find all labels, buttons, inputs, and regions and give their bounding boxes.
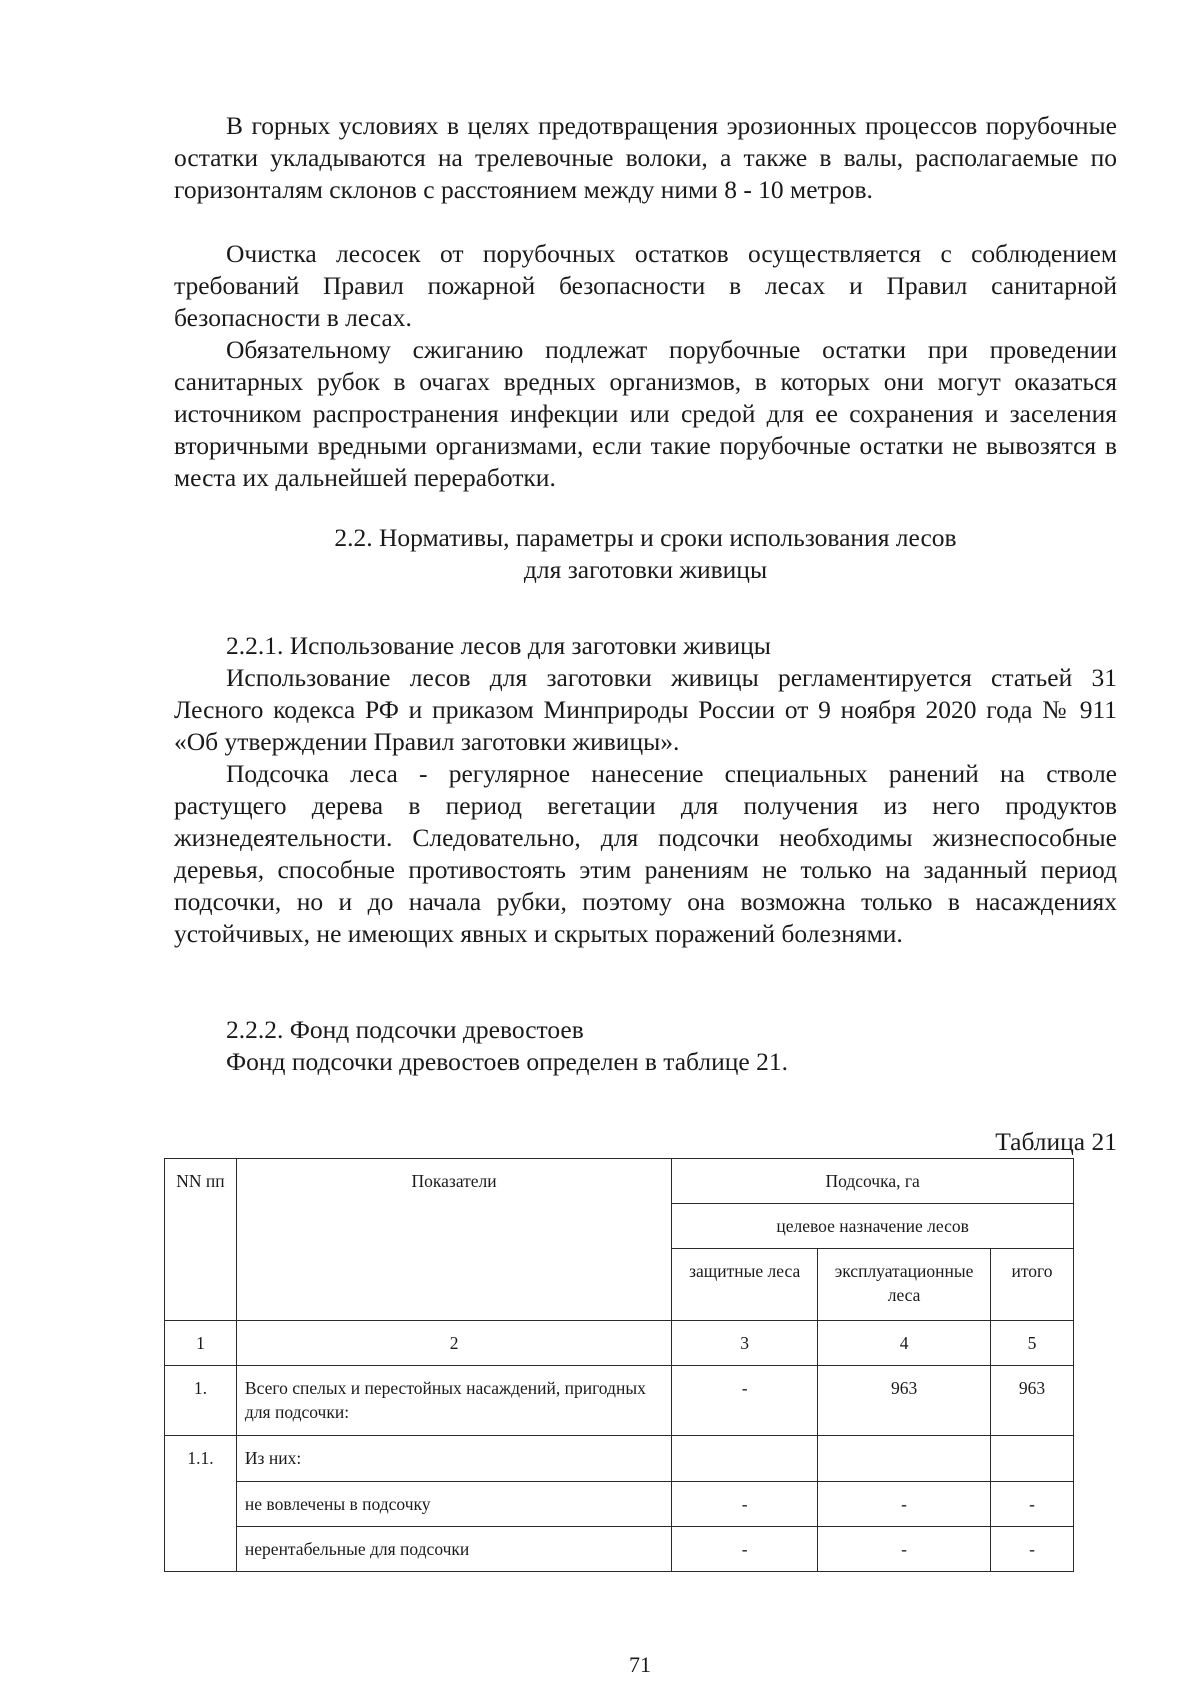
section-title-line1: 2.2. Нормативы, параметры и сроки использования лесов xyxy=(334,523,957,552)
subsection-title-fund: 2.2.2. Фонд подсочки древостоев xyxy=(226,1015,584,1044)
protective-value xyxy=(672,1436,818,1482)
protective-value: - xyxy=(672,1482,818,1527)
column-number: 4 xyxy=(818,1321,991,1366)
column-number-row xyxy=(165,1321,1074,1366)
header-nn: NN пп xyxy=(165,1159,237,1321)
tapping-fund-table xyxy=(164,1158,1074,1572)
table-row xyxy=(165,1482,1074,1527)
total-value xyxy=(991,1436,1074,1482)
header-protective-forests: защитные леса xyxy=(672,1249,818,1321)
section-title-line2: для заготовки живицы xyxy=(523,555,768,584)
page-number: 71 xyxy=(629,1652,651,1677)
paragraph-regulation: Использование лесов для заготовки живицы регламентируется статьей 31 Лесного кодекса РФ и приказом Минприроды России от 9 ноября 2020 года № 911 «Об утверждении Правил заготовки живицы». xyxy=(174,663,1117,756)
header-purpose-subgroup: целевое назначение лесов xyxy=(672,1204,1074,1249)
paragraph-cleaning: Очистка лесосек от порубочных остатков осуществляется с соблюдением требований Правил пожарной безопасности в лесах и Правил санитарной безопасности в лесах. xyxy=(174,239,1117,332)
exploitation-value: - xyxy=(818,1482,991,1527)
row-number: 1.1. xyxy=(165,1436,237,1572)
paragraph-erosion: В горных условиях в целях предотвращения эрозионных процессов порубочные остатки укладываются на трелевочные волоки, а также в валы, располагаемые по горизонталям склонов с расстоянием между ними 8 - 10 метров. xyxy=(174,111,1117,204)
header-indicators: Показатели xyxy=(236,1159,671,1321)
row-label: Всего спелых и перестойных насаждений, пригодных для подсочки: xyxy=(236,1366,671,1436)
protective-value: - xyxy=(672,1527,818,1572)
total-value: - xyxy=(991,1527,1074,1572)
row-label: не вовлечены в подсочку xyxy=(236,1482,671,1527)
table-row xyxy=(165,1527,1074,1572)
table-row xyxy=(165,1366,1074,1436)
total-value: - xyxy=(991,1482,1074,1527)
table-caption: Таблица 21 xyxy=(995,1127,1117,1156)
exploitation-value xyxy=(818,1436,991,1482)
fund-reference-text: Фонд подсочки древостоев определен в таблице 21. xyxy=(226,1047,788,1076)
column-number: 3 xyxy=(672,1321,818,1366)
column-number: 2 xyxy=(236,1321,671,1366)
total-value: 963 xyxy=(991,1366,1074,1436)
row-label: нерентабельные для подсочки xyxy=(236,1527,671,1572)
exploitation-value: - xyxy=(818,1527,991,1572)
table-row xyxy=(165,1436,1074,1482)
header-tapping-group: Подсочка, га xyxy=(672,1159,1074,1204)
column-number: 5 xyxy=(991,1321,1074,1366)
protective-value: - xyxy=(672,1366,818,1436)
header-total: итого xyxy=(991,1249,1074,1321)
row-label: Из них: xyxy=(236,1436,671,1482)
subsection-title-resin-use: 2.2.1. Использование лесов для заготовки живицы xyxy=(226,631,771,660)
exploitation-value: 963 xyxy=(818,1366,991,1436)
paragraph-burning: Обязательному сжиганию подлежат порубочные остатки при проведении санитарных рубок в очагах вредных организмов, в которых они могут оказаться источником распространения инфекции или средой для ее сохранения и заселения вторичными вредными организмами, если такие порубочные остатки не вывозятся в места их дальнейшей переработки. xyxy=(174,335,1117,492)
paragraph-tapping-definition: Подсочка леса - регулярное нанесение специальных ранений на стволе растущего дерева в период вегетации для получения из него продуктов жизнедеятельности. Следовательно, для подсочки необходимы жизнеспособные деревья, способные противостоять этим ранениям не только на заданный период подсочки, но и до начала рубки, поэтому она возможна только в насаждениях устойчивых, не имеющих явных и скрытых поражений болезнями. xyxy=(174,759,1117,948)
column-number: 1 xyxy=(165,1321,237,1366)
header-exploitation-forests: эксплуатационные леса xyxy=(818,1249,991,1321)
row-number: 1. xyxy=(165,1366,237,1436)
